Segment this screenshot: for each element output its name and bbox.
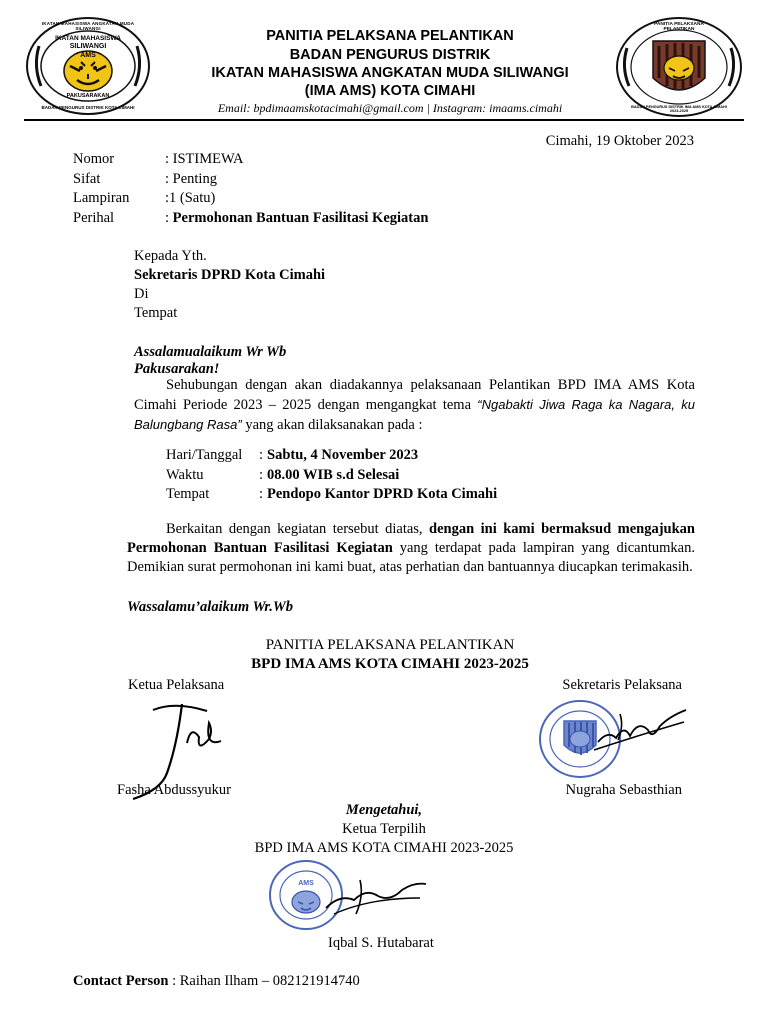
meta-label: Perihal <box>73 210 115 226</box>
meta-perihal <box>73 210 673 229</box>
meta-value: :1 (Satu) <box>165 190 216 206</box>
meta-label: Sifat <box>73 171 101 187</box>
meta-value: : ISTIMEWA <box>165 151 244 167</box>
event-value: Sabtu, 4 November 2023 <box>267 447 419 463</box>
left-logo-inner-mid: SILIWANGI <box>69 43 107 50</box>
meta-label: Lampiran <box>73 190 130 206</box>
committee-line2: BPD IMA AMS KOTA CIMAHI 2023-2025 <box>251 656 529 672</box>
letterhead-line2: BADAN PENGURUS DISTRIK <box>289 47 491 63</box>
left-signatory-role: Ketua Pelaksana <box>128 677 225 693</box>
committee-line1: PANITIA PELAKSANA PELANTIKAN <box>265 637 515 653</box>
meta-perihal-value: Permohonan Bantuan Fasilitasi Kegiatan <box>172 210 429 226</box>
meta-label: Nomor <box>73 151 115 167</box>
letterhead-line3: IKATAN MAHASISWA ANGKATAN MUDA SILIWANGI <box>211 65 569 81</box>
event-colon: : <box>259 447 264 463</box>
event-value: Pendopo Kantor DPRD Kota Cimahi <box>267 486 498 502</box>
approval-mengetahui: Mengetahui, <box>345 802 423 818</box>
body-part1: Berkaitan dengan kegiatan tersebut diatas, <box>166 521 430 537</box>
body-part2: yang terdapat pada lampiran yang dicantumkan. Demikian surat permohonan ini kami buat, atas perhatian dan bantuannya diucapkan terimakasih. <box>127 540 695 575</box>
recipient-line1: Kepada Yth. <box>134 248 207 264</box>
event-value: 08.00 WIB s.d Selesai <box>267 467 400 483</box>
center-stamp-text: AMS <box>298 880 314 887</box>
right-signature <box>590 700 690 760</box>
body-paragraph <box>127 520 695 577</box>
letterhead-line4: (IMA AMS) KOTA CIMAHI <box>304 83 476 99</box>
greeting-salam: Assalamualaikum Wr Wb <box>134 344 287 360</box>
event-label: Tempat <box>166 486 210 502</box>
left-logo <box>25 16 151 116</box>
intro-paragraph <box>134 376 695 435</box>
date-place: Cimahi, 19 Oktober 2023 <box>545 133 694 149</box>
recipient-line3: Di <box>134 286 149 302</box>
event-label: Hari/Tanggal <box>166 447 243 463</box>
right-logo <box>615 16 743 118</box>
header-divider <box>24 119 744 121</box>
approval-org: BPD IMA AMS KOTA CIMAHI 2023-2025 <box>254 840 514 856</box>
approval-role: Ketua Terpilih <box>342 821 426 837</box>
contact-person-value: : Raihan Ilham – 082121914740 <box>168 973 360 989</box>
intro-part2: yang akan dilaksanakan pada : <box>241 417 423 433</box>
intro-theme: “Ngabakti Jiwa Raga ka Nagara, ku Balungbang Rasa” <box>134 397 695 432</box>
center-signature <box>320 868 430 928</box>
letterhead-contact: Email: bpdimaamskotacimahi@gmail.com | Instagram: imaams.cimahi <box>217 101 563 115</box>
recipient-line2: Sekretaris DPRD Kota Cimahi <box>134 267 326 283</box>
closing: Wassalamu’alaikum Wr.Wb <box>127 599 293 615</box>
event-label: Waktu <box>166 467 204 483</box>
left-logo-inner-bottom: PAKUSARAKAN <box>66 93 110 99</box>
meta-nomor <box>73 151 673 170</box>
meta-value: : Penting <box>165 171 217 187</box>
recipient-line4: Tempat <box>134 305 178 321</box>
left-logo-ams: AMS <box>80 52 96 59</box>
event-row-time <box>166 467 666 486</box>
event-colon: : <box>259 467 264 483</box>
event-colon: : <box>259 486 264 502</box>
contact-person-label: Contact Person <box>73 973 169 989</box>
intro-part1: Sehubungan dengan akan diadakannya pelaksanaan Pelantikan BPD IMA AMS Kota Cimahi Periode 2023 – 2025 dengan mengangkat tema <box>134 377 695 413</box>
left-logo-bottom-ring: BADAN PENGURUS DISTRIK KOTA CIMAHI <box>41 105 135 110</box>
event-row-place <box>166 486 666 505</box>
approval-name: Iqbal S. Hutabarat <box>328 935 434 951</box>
meta-sifat <box>73 171 673 190</box>
meta-lampiran <box>73 190 673 209</box>
contact-person <box>73 972 360 991</box>
left-logo-inner-top: IKATAN MAHASISWA <box>55 35 121 42</box>
right-logo-ring-text: PANITIA PELAKSANA PELANTIKAN <box>654 22 704 32</box>
right-logo-bottom-ring: BADAN PENGURUS DISTRIK IMA AMS KOTA CIMAHI 2023-2025 <box>631 105 727 113</box>
letterhead-line1: PANITIA PELAKSANA PELANTIKAN <box>266 28 514 44</box>
meta-prefix: : <box>165 210 173 226</box>
event-row-date <box>166 447 666 466</box>
left-signatory-name: Fasha Abdussyukur <box>117 782 231 798</box>
meta-value <box>165 210 428 227</box>
right-signatory-name: Nugraha Sebasthian <box>565 782 682 798</box>
greeting-pakusarakan: Pakusarakan! <box>134 361 220 377</box>
right-signatory-role: Sekretaris Pelaksana <box>562 677 682 693</box>
left-logo-ring-text: IKATAN MAHASISWA ANGKATAN MUDA SILIWANGI <box>41 21 135 31</box>
body-bold: dengan ini kami bermaksud mengajukan Permohonan Bantuan Fasilitasi Kegiatan <box>127 521 695 556</box>
